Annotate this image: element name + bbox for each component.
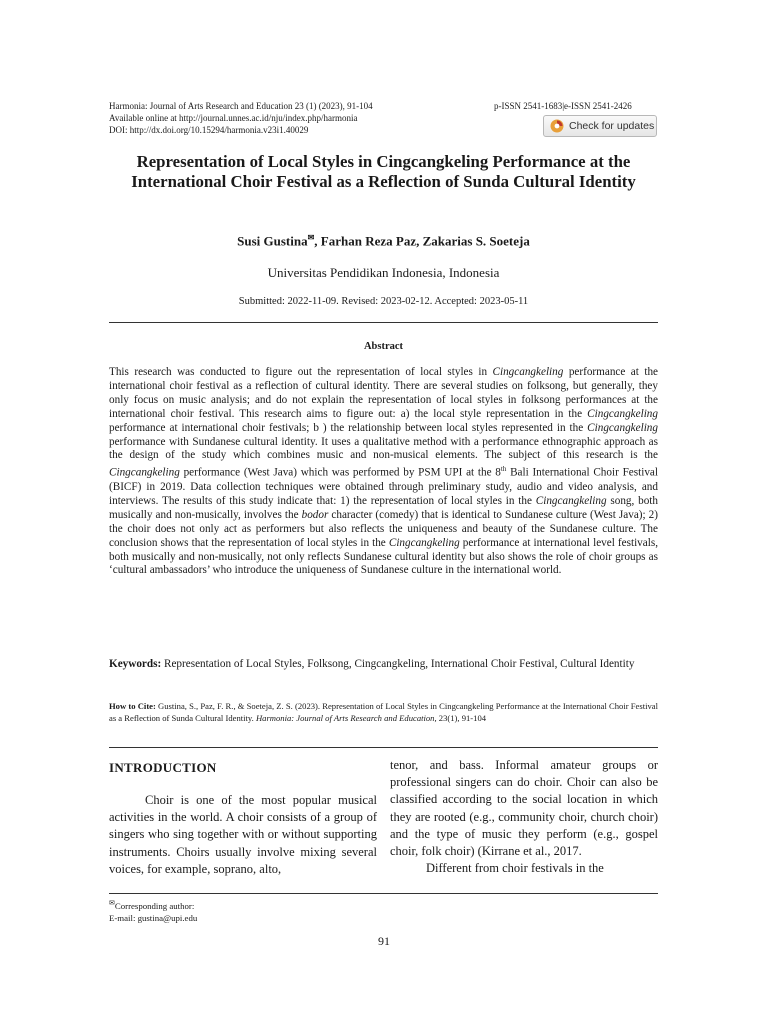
keywords-list: Representation of Local Styles, Folksong, Cingcangkeling, International Choir Festival, Cultural Identity (161, 658, 635, 670)
abstract-text: Bali International Choir Festival (BICF) in 2019. Data collection techniques were obtained through preliminary study, audio and video analysis, and interviews. The results of this study indicate that: 1) the representation of local styles in the (109, 467, 658, 507)
abstract-text: This research was conducted to figure out the representation of local styles in (109, 366, 493, 378)
abstract-italic-term: Cingcangkeling (388, 536, 460, 549)
mail-icon: ✉ (307, 233, 315, 242)
page-number: 91 (378, 934, 390, 948)
intro-paragraph: Different from choir festivals in the (426, 861, 604, 876)
abstract-text: song, both musically and non-musically, involves the (109, 494, 658, 521)
intro-column-right (390, 757, 658, 877)
how-to-cite (109, 700, 658, 724)
footnote (109, 897, 197, 924)
check-updates-label: Check for updates (569, 120, 655, 132)
abstract-italic-term: bodor (301, 508, 329, 521)
issn-line: p-ISSN 2541-1683|e-ISSN 2541-2426 (494, 101, 632, 111)
check-for-updates-button[interactable] (543, 115, 657, 137)
submission-dates: Submitted: 2022-11-09. Revised: 2023-02-12. Accepted: 2023-05-11 (238, 296, 529, 307)
abstract-body (109, 366, 658, 578)
keywords (109, 657, 658, 671)
header-divider (109, 322, 658, 323)
introduction-heading: INTRODUCTION (109, 760, 217, 775)
citation-journal: Harmonia: Journal of Arts Research and Education, (255, 713, 437, 723)
abstract-italic-term: Cingcangkeling (109, 467, 180, 480)
affiliation: Universitas Pendidikan Indonesia, Indonesia (267, 265, 500, 280)
corresponding-author: Susi Gustina (237, 233, 308, 249)
abstract-italic-term: Cingcangkeling (587, 421, 658, 434)
abstract-text: performance at the international choir festival as a reflection of cultural identity. There are several studies on folksong, but generally, they only focus on music analysis; and do not explain the representation of local styles in folksong performances at the international choir festival. This research aims to figure out: a) the local style representation in the (109, 366, 659, 420)
ordinal-superscript: th (500, 465, 507, 474)
author-list (109, 233, 658, 249)
footnote-divider (109, 893, 658, 894)
abstract-text: character (comedy) that is identical to Sundanese culture (West Java); 2) the choir does not only act as performers but also reflects the uniqueness and beauty of the Sundanese culture. The conclusion shows that the representation of local styles in the (109, 508, 658, 549)
abstract-text: performance with Sundanese cultural identity. It uses a qualitative method with a performance ethnographic approach as the design of the study which combines music and non-musical elements. The subject of this research is the (109, 435, 658, 462)
citation-text: Gustina, S., Paz, F. R., & Soeteja, Z. S. (2023). Representation of Local Styles in Cingcangkeling Performance at the International Choir Festival as a Reflection of Sunda Cultural Identity. (109, 701, 658, 723)
abstract-text: performance at international level festivals, both musically and non-musically, not only reflects Sundanese cultural identity but also shows the role of choir groups as ‘cultural ambassadors’ who introduce the uniqueness of Sundanese culture in the international world. (109, 536, 658, 577)
co-authors: , Farhan Reza Paz, Zakarias S. Soeteja (314, 233, 530, 249)
intro-paragraph: tenor, and bass. Informal amateur groups or professional singers can do choir. Choir can also be classified according to the social location in which they are rooted (e.g., community choir, church choir) and the type of music they perform (e.g., gospel choir, folk choir) (Kirrane et al., 2017. (390, 758, 658, 859)
footnote-email: E-mail: gustina@upi.edu (109, 912, 198, 923)
intro-column-left (109, 792, 377, 878)
citation-volume: 23(1), 91-104 (436, 713, 487, 723)
keywords-label: Keywords: (109, 658, 162, 670)
check-updates-icon (550, 119, 564, 133)
abstract-heading: Abstract (363, 341, 404, 352)
footnote-label: Corresponding author: (114, 900, 195, 911)
abstract-divider (109, 747, 658, 748)
abstract-italic-term: Cingcangkeling (535, 494, 607, 507)
abstract-italic-term: Cingcangkeling (587, 407, 658, 420)
how-to-cite-label: How to Cite: (109, 701, 156, 711)
mail-icon: ✉ (109, 899, 115, 907)
available-online-line: Available online at http://journal.unnes.ac.id/nju/index.php/harmonia (109, 113, 358, 123)
journal-header (109, 100, 373, 136)
journal-citation-line: Harmonia: Journal of Arts Research and Education 23 (1) (2023), 91-104 (109, 101, 373, 111)
abstract-text: performance at international choir festivals; b ) the relationship between local styles represented in the (109, 421, 588, 434)
abstract-text: performance (West Java) which was performed by PSM UPI at the 8 (179, 467, 501, 480)
abstract-italic-term: Cingcangkeling (492, 366, 564, 378)
article-title: Representation of Local Styles in Cingcangkeling Performance at the International Choir Festival as a Reflection of Sunda Cultural Identity (131, 152, 636, 191)
doi-line: DOI: http://dx.doi.org/10.15294/harmonia.v23i1.40029 (109, 125, 309, 135)
intro-paragraph: Choir is one of the most popular musical activities in the world. A choir consists of a group of singers who sing together with or without supporting instruments. Choirs usually involve mixing several voices, for example, soprano, alto, (109, 793, 377, 876)
